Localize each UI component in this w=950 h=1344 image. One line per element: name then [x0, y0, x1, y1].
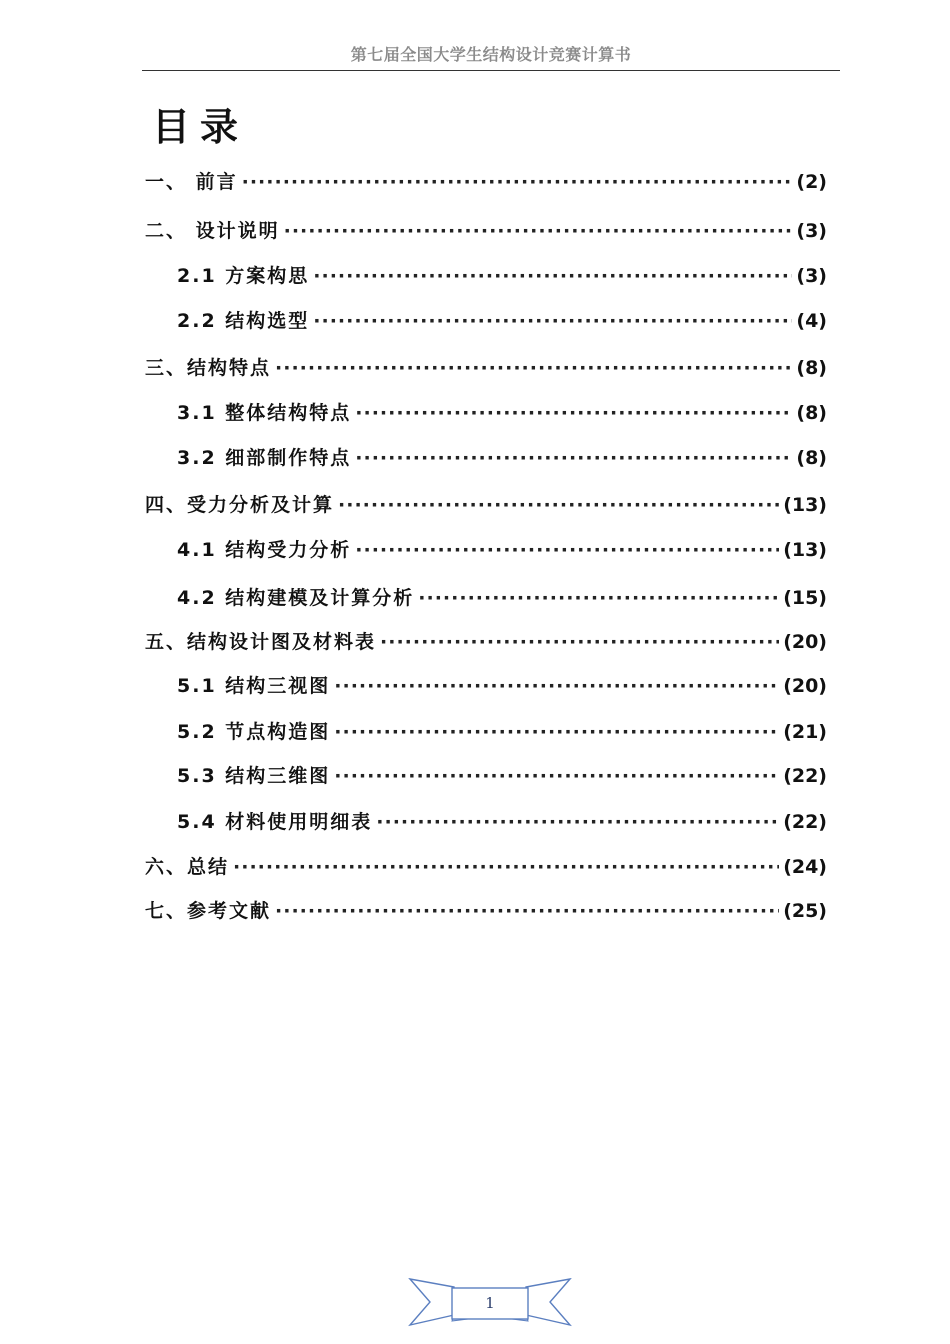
dot-leader: [338, 494, 779, 516]
toc-entry-page: (13): [783, 539, 827, 561]
toc-entry-label: 5.3 结构三维图: [177, 765, 331, 787]
dot-leader: [334, 765, 779, 787]
toc-entry[interactable]: [177, 583, 827, 613]
running-header: 第七届全国大学生结构设计竞赛计算书: [350, 45, 632, 64]
toc-entry[interactable]: [177, 306, 827, 336]
toc-entry[interactable]: [177, 807, 827, 837]
dot-leader: [418, 587, 779, 609]
toc-entry-page: (22): [783, 765, 827, 787]
toc-entry-label: 2.1 方案构思: [177, 265, 310, 287]
toc-entry-label: 七、参考文献: [145, 900, 272, 922]
toc-entry[interactable]: [177, 443, 827, 473]
toc-entry[interactable]: [145, 490, 827, 520]
toc-entry[interactable]: [145, 852, 827, 882]
toc-entry-page: (8): [796, 357, 827, 379]
page-number: 1: [485, 1294, 495, 1312]
toc-entry-page: (20): [783, 675, 827, 697]
toc-entry[interactable]: [145, 167, 827, 197]
toc-heading: 目录: [152, 104, 249, 149]
toc-entry[interactable]: [145, 627, 827, 657]
dot-leader: [376, 811, 779, 833]
toc-entry-page: (22): [783, 811, 827, 833]
toc-entry[interactable]: [177, 261, 827, 291]
toc-entry[interactable]: [177, 761, 827, 791]
toc-entry-label: 二、 设计说明: [145, 220, 280, 242]
dot-leader: [242, 171, 793, 193]
toc-entry-page: (8): [796, 402, 827, 424]
dot-leader: [275, 900, 779, 922]
toc-entry-page: (4): [796, 310, 827, 332]
toc-entry-label: 4.2 结构建模及计算分析: [177, 587, 415, 609]
toc-entry-page: (13): [783, 494, 827, 516]
toc-entry[interactable]: [177, 535, 827, 565]
dot-leader: [284, 220, 793, 242]
toc-entry-page: (2): [796, 171, 827, 193]
toc-entry-label: 5.1 结构三视图: [177, 675, 331, 697]
dot-leader: [313, 310, 792, 332]
toc-entry-label: 一、 前言: [145, 171, 238, 193]
toc-entry-label: 五、结构设计图及材料表: [145, 631, 377, 653]
toc-entry[interactable]: [145, 353, 827, 383]
dot-leader: [355, 539, 779, 561]
toc-entry-page: (25): [783, 900, 827, 922]
toc-entry-label: 5.4 材料使用明细表: [177, 811, 373, 833]
toc-entry-label: 三、结构特点: [145, 357, 272, 379]
toc-entry-page: (21): [783, 721, 827, 743]
dot-leader: [334, 675, 779, 697]
toc-entry-page: (3): [796, 220, 827, 242]
dot-leader: [355, 402, 792, 424]
toc-entry[interactable]: [177, 398, 827, 428]
toc-entry[interactable]: [177, 671, 827, 701]
dot-leader: [275, 357, 792, 379]
toc-entry[interactable]: [145, 216, 827, 246]
toc-entry-page: (15): [783, 587, 827, 609]
dot-leader: [334, 721, 779, 743]
toc-entry[interactable]: [145, 896, 827, 926]
toc-entry-page: (20): [783, 631, 827, 653]
toc-entry-page: (3): [796, 265, 827, 287]
toc-entry-label: 5.2 节点构造图: [177, 721, 331, 743]
dot-leader: [313, 265, 792, 287]
toc-entry[interactable]: [177, 717, 827, 747]
toc-entry-label: 四、受力分析及计算: [145, 494, 335, 516]
dot-leader: [355, 447, 792, 469]
toc-entry-label: 六、总结: [145, 856, 230, 878]
toc-entry-label: 3.1 整体结构特点: [177, 402, 352, 424]
toc-entry-label: 2.2 结构选型: [177, 310, 310, 332]
toc-entry-label: 3.2 细部制作特点: [177, 447, 352, 469]
toc-entry-label: 4.1 结构受力分析: [177, 539, 352, 561]
toc-entry-page: (8): [796, 447, 827, 469]
dot-leader: [380, 631, 779, 653]
dot-leader: [233, 856, 779, 878]
toc-entry-page: (24): [783, 856, 827, 878]
